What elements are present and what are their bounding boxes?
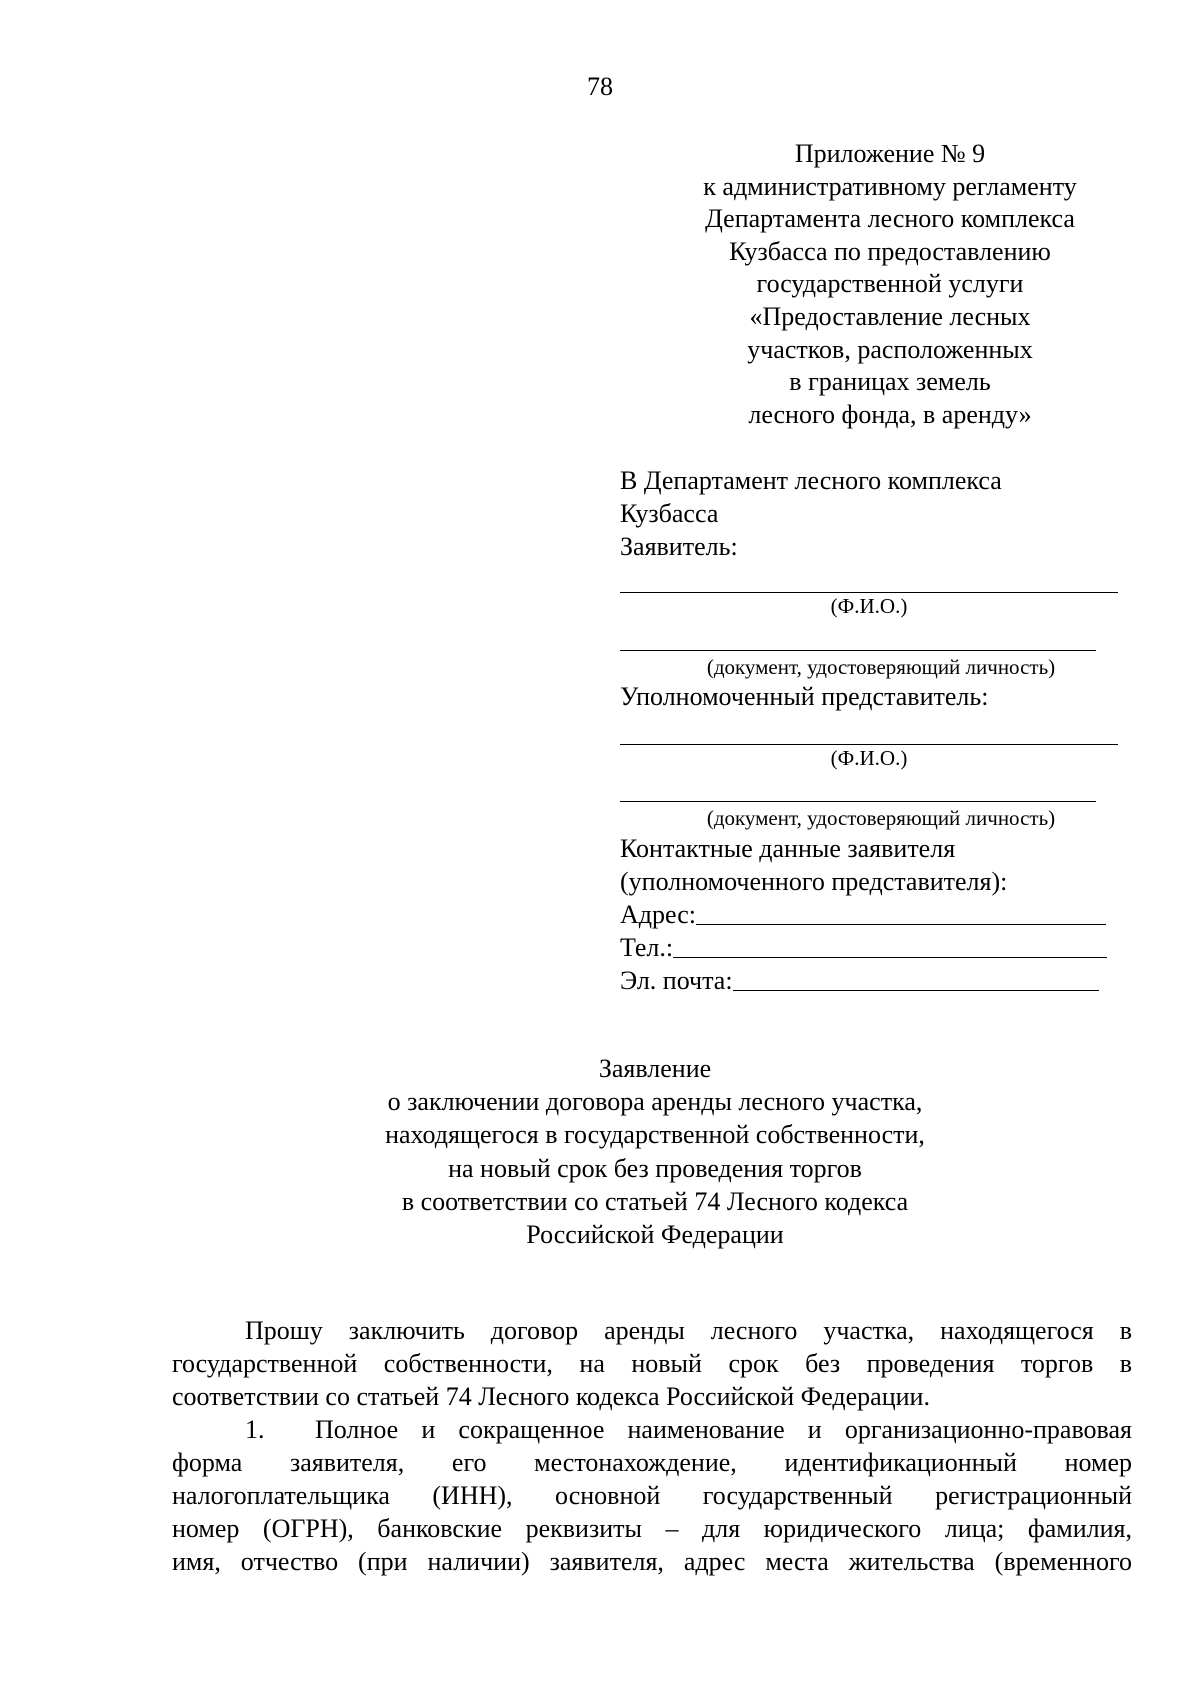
- paragraph-line: Прошу заключить договор аренды лесного участка, находящегося в: [245, 1316, 1132, 1345]
- representative-fio-field[interactable]: [620, 744, 1118, 771]
- statement-subtitle-line: на новый срок без проведения торгов: [448, 1153, 862, 1183]
- appendix-line: к административному регламенту: [703, 171, 1077, 201]
- phone-field[interactable]: [620, 931, 1120, 964]
- item-1-paragraph: [172, 1413, 1132, 1578]
- paragraph-line: налогоплательщика (ИНН), основной государственный регистрационный: [172, 1481, 1132, 1510]
- address-label: Адрес:: [620, 900, 696, 929]
- appendix-header: [620, 138, 1160, 431]
- addressee-block: [620, 464, 1120, 563]
- paragraph-line: имя, отчество (при наличии) заявителя, адрес места жительства (временного: [172, 1547, 1132, 1576]
- applicant-doc-line[interactable]: [620, 650, 1096, 651]
- contacts-heading: Контактные данные заявителя: [620, 834, 956, 863]
- representative-doc-caption: (документ, удостоверяющий личность): [706, 806, 1056, 830]
- addressee-line: В Департамент лесного комплекса: [620, 466, 1002, 495]
- email-field[interactable]: [620, 964, 1120, 997]
- appendix-line: участков, расположенных: [747, 334, 1033, 364]
- address-field[interactable]: [620, 898, 1120, 931]
- item-1-text: Полное и сокращенное наименование и организационно-правовая: [315, 1415, 1132, 1444]
- phone-label: Тел.:: [620, 933, 674, 962]
- statement-subtitle-line: о заключении договора аренды лесного участка,: [387, 1087, 923, 1117]
- applicant-doc-caption: (документ, удостоверяющий личность): [706, 655, 1056, 679]
- paragraph-line: государственной собственности, на новый срок без проведения торгов в: [172, 1349, 1132, 1378]
- appendix-line: Кузбасса по предоставлению: [729, 236, 1051, 266]
- appendix-line: «Предоставление лесных: [749, 301, 1031, 331]
- address-fill-line[interactable]: [696, 924, 1106, 925]
- item-1-first-line: [172, 1413, 1132, 1446]
- applicant-doc-field[interactable]: [620, 650, 1096, 651]
- applicant-doc-caption-wrap: [620, 654, 1118, 680]
- appendix-line: Приложение № 9: [794, 139, 986, 168]
- representative-label: Уполномоченный представитель:: [620, 682, 989, 711]
- appendix-line: Департамента лесного комплекса: [705, 204, 1075, 234]
- request-paragraph: [172, 1314, 1132, 1413]
- contacts-heading-continued: (уполномоченного представителя):: [620, 867, 1008, 896]
- appendix-line: лесного фонда, в аренду»: [748, 399, 1032, 429]
- statement-subtitle-line: Российской Федерации: [526, 1220, 784, 1250]
- appendix-line: государственной услуги: [756, 269, 1024, 299]
- statement-title-block: [0, 1052, 1200, 1251]
- phone-fill-line[interactable]: [673, 957, 1107, 958]
- email-fill-line[interactable]: [733, 990, 1099, 991]
- paragraph-line: форма заявителя, его местонахождение, идентификационный номер: [172, 1448, 1132, 1477]
- addressee-line: Кузбасса: [620, 499, 719, 528]
- item-1-number: 1.: [245, 1415, 265, 1444]
- representative-doc-field[interactable]: [620, 801, 1096, 802]
- statement-subtitle-line: в соответствии со статьей 74 Лесного кодекса: [401, 1186, 909, 1216]
- representative-doc-line[interactable]: [620, 801, 1096, 802]
- representative-fio-caption: (Ф.И.О.): [830, 746, 908, 770]
- applicant-fio-caption: (Ф.И.О.): [830, 594, 908, 618]
- statement-subtitle-line: находящегося в государственной собственности,: [385, 1120, 925, 1150]
- applicant-label: Заявитель:: [620, 532, 738, 561]
- page-number: 78: [587, 72, 613, 101]
- email-label: Эл. почта:: [620, 966, 733, 995]
- representative-doc-caption-wrap: [620, 805, 1118, 831]
- applicant-fio-field[interactable]: [620, 592, 1118, 619]
- paragraph-line: номер (ОГРН), банковские реквизиты – для юридического лица; фамилия,: [172, 1514, 1132, 1543]
- statement-title: Заявление: [598, 1054, 712, 1083]
- paragraph-line: соответствии со статьей 74 Лесного кодекса Российской Федерации.: [172, 1382, 930, 1411]
- appendix-line: в границах земель: [789, 367, 991, 397]
